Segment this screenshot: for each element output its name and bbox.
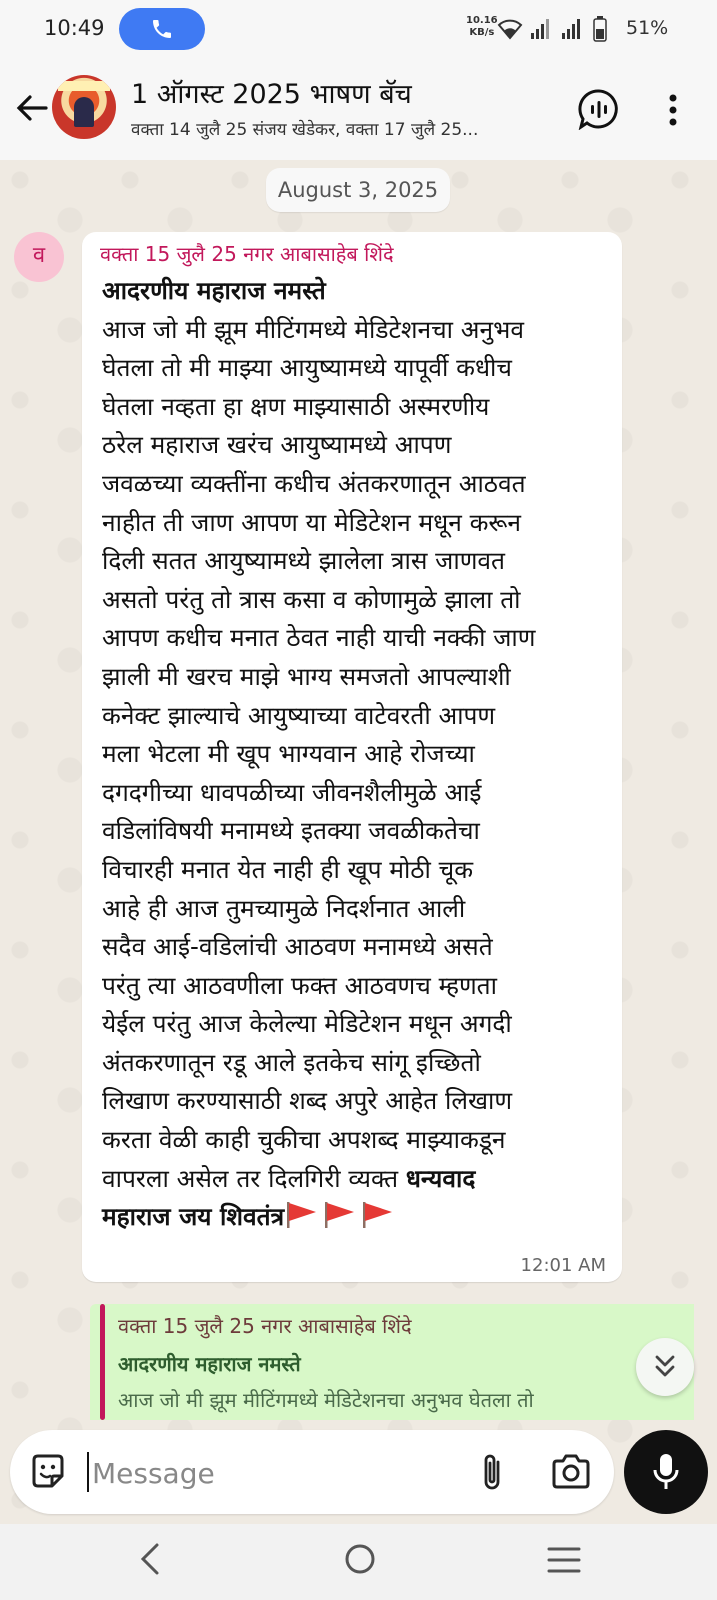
message-lines [102,311,607,1160]
message-line: वडिलांविषयी मनामध्ये इतक्या जवळीकतेचा [102,816,480,846]
microphone-icon [652,1452,680,1492]
thanks-word: धन्यवाद [405,1163,476,1193]
chat-header [0,60,717,160]
message-line: नाहीत ती जाण आपण या मेडिटेशन मधून करून [102,507,522,537]
reply-sender-name: वक्ता 15 जुलै 25 नगर आबासाहेब शिंदे [118,1314,412,1338]
message-bubble[interactable] [82,232,622,1282]
message-line: आपण कधीच मनात ठेवत नाही याची नक्की जाण [102,623,536,653]
triangular-flag-icon [360,1201,394,1229]
sticker-emoji-icon[interactable] [28,1452,68,1492]
message-line: आज जो मी झूम मीटिंगमध्ये मेडिटेशनचा अनुभव [102,314,524,344]
message-line: आहे ही आज तुमच्यामुळे निदर्शनात आली [102,893,466,923]
message-line: मला भेटला मी खूप भाग्यवान आहे रोजच्या [102,739,475,769]
message-input[interactable] [90,1446,454,1500]
scroll-to-bottom-button[interactable] [636,1338,694,1396]
net-speed-unit: KB/s [469,27,495,38]
camera-icon[interactable] [550,1452,592,1492]
message-timestamp: 12:01 AM [520,1255,606,1276]
battery-icon [593,16,607,42]
nav-recents-icon[interactable] [547,1546,581,1574]
message-line: अंतकरणातून रडू आले इतकेच सांगू इच्छितो [102,1047,481,1077]
sender-name[interactable]: वक्ता 15 जुलै 25 नगर आबासाहेब शिंदे [100,242,394,266]
message-line: परंतु त्या आठवणीला फक्त आठवणच म्हणता [102,970,497,1000]
voice-chat-icon[interactable] [578,88,620,130]
net-speed-value: 10.16 [466,15,498,26]
reply-accent-bar [100,1304,105,1420]
signal-icon-sim2 [561,18,583,40]
message-line-text: वापरला असेल तर दिलगिरी व्यक्त [102,1163,406,1193]
battery-percent: 51% [626,17,669,39]
message-line: करता वेळी काही चुकीचा अपशब्द माझ्याकडून [102,1125,506,1155]
message-line: सदैव आई-वडिलांची आठवण मनामध्ये असते [102,932,493,962]
message-line: घेतला तो मी माझ्या आयुष्यामध्ये यापूर्वी कधीच [102,353,512,383]
group-title[interactable]: 1 ऑगस्ट 2025 भाषण बॅच [131,79,412,110]
nav-back-icon[interactable] [138,1542,162,1576]
message-greeting: आदरणीय महाराज नमस्ते [102,276,326,305]
message-line: लिखाण करण्यासाठी शब्द अपुरे आहेत लिखाण [102,1086,513,1116]
message-line [102,1160,607,1199]
closing-text: महाराज जय शिवतंत्र [102,1202,285,1232]
group-avatar[interactable] [52,75,116,139]
reply-text: आज जो मी झूम मीटिंगमध्ये मेडिटेशनचा अनुभव घेतला तो [118,1388,534,1412]
message-line: विचारही मनात येत नाही ही खूप मोठी चूक [102,854,474,884]
message-line: दगदगीच्या धावपळीच्या जीवनशैलीमुळे आई [102,777,482,807]
reply-preview[interactable] [90,1304,694,1420]
nav-home-icon[interactable] [343,1542,377,1576]
status-time: 10:49 [44,16,105,40]
message-line: दिली सतत आयुष्यामध्ये झालेला त्रास जाणवत [102,546,506,576]
phone-icon [150,17,174,41]
system-nav-bar [0,1524,717,1600]
wifi-icon [497,18,523,40]
message-line: जवळच्या व्यक्तींना कधीच अंतकरणातून आठवत [102,468,526,498]
message-composer [10,1430,614,1514]
message-line: असतो परंतु तो त्रास कसा व कोणामुळे झाला तो [102,584,521,614]
message-line: कनेक्ट झाल्याचे आयुष्याच्या वाटेवरती आपण [102,700,496,730]
voice-record-button[interactable] [624,1430,708,1514]
message-closing [102,1198,607,1237]
message-line: येईल परंतु आज केलेल्या मेडिटेशन मधून अगदी [102,1009,512,1039]
text-cursor [87,1452,89,1492]
triangular-flag-icon [322,1201,356,1229]
message-line: झाली मी खरच माझे भाग्य समजतो आपल्याशी [102,661,511,691]
date-separator: August 3, 2025 [266,168,450,212]
reply-greeting: आदरणीय महाराज नमस्ते [118,1352,301,1376]
signal-icon [530,18,552,40]
status-bar [0,0,717,60]
triangular-flag-icon [284,1201,318,1229]
double-chevron-down-icon [653,1353,677,1381]
ongoing-call-pill[interactable] [119,8,205,50]
message-line: घेतला नव्हता हा क्षण माझ्यासाठी अस्मरणीय [102,391,490,421]
message-line: ठरेल महाराज खरंच आयुष्यामध्ये आपण [102,430,452,460]
sender-avatar[interactable]: व [14,232,64,282]
group-members-subtitle[interactable]: वक्ता 14 जुलै 25 संजय खेडेकर, वक्ता 17 जुलै 25... [131,120,479,140]
network-speed [466,15,498,39]
back-arrow-icon[interactable] [12,88,52,128]
more-options-icon[interactable] [665,90,681,130]
paperclip-icon[interactable] [476,1450,510,1494]
message-text [102,272,607,1237]
